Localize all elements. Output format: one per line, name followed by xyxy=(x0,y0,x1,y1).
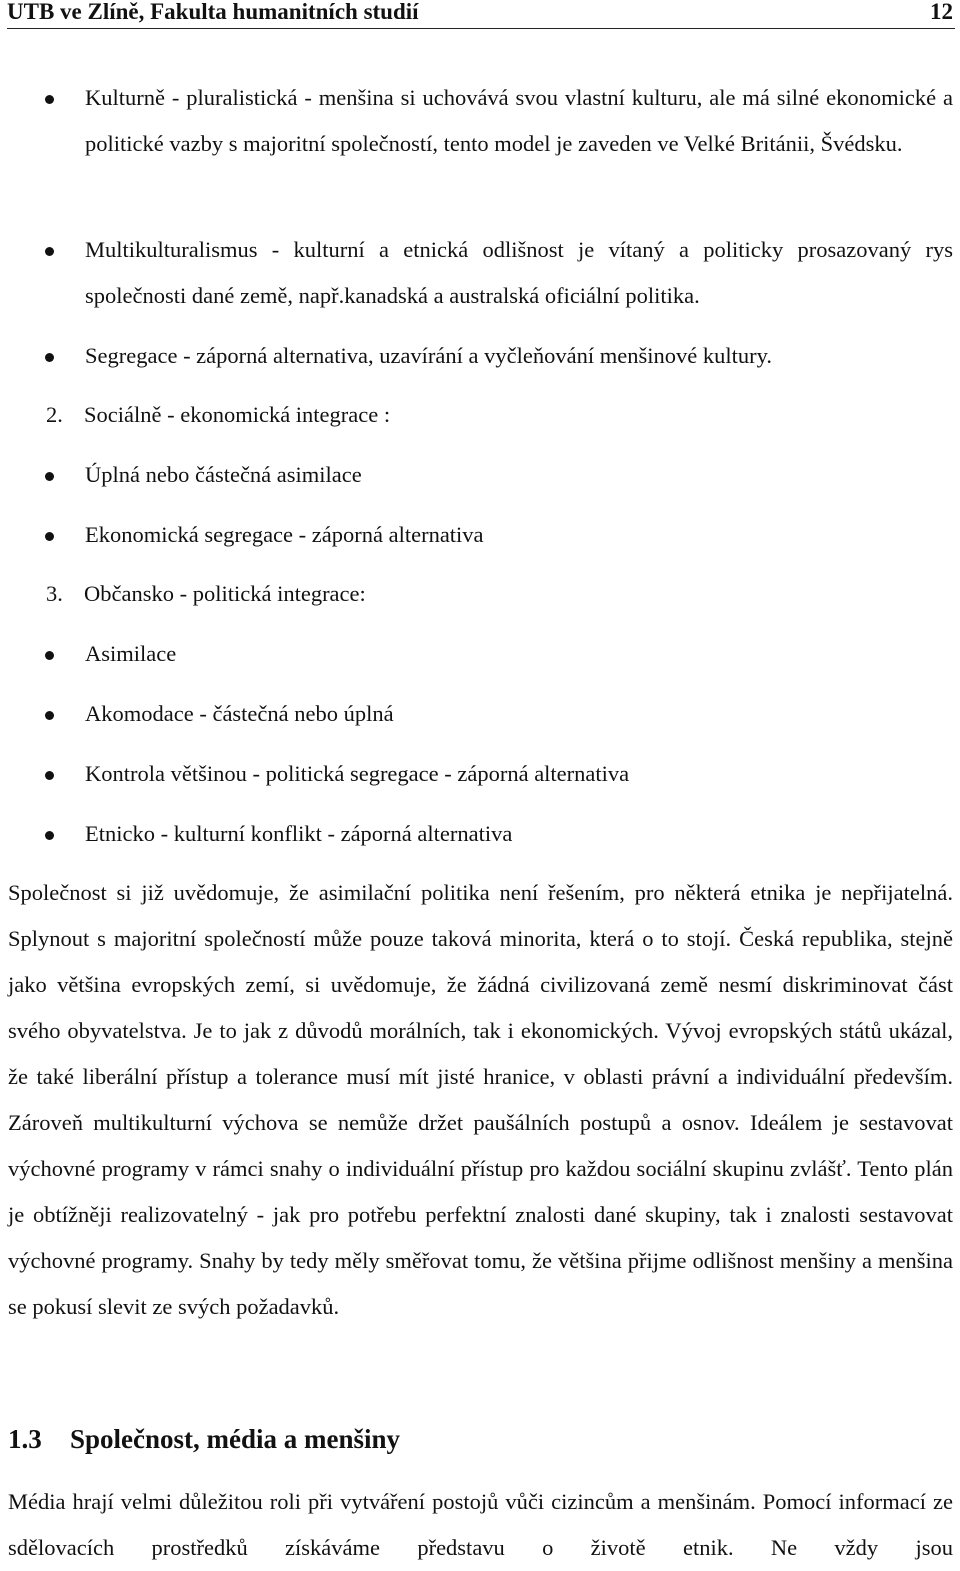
section-2-number: 2. xyxy=(46,402,63,427)
section-3-heading xyxy=(46,571,366,617)
section-2-title: Sociálně - ekonomická integrace : xyxy=(84,402,391,427)
bullet-icon xyxy=(45,831,54,840)
list-item-text: Etnicko - kulturní konflikt - záporná alternativa xyxy=(85,821,513,846)
body-paragraph: Média hrají velmi důležitou roli při vytváření postojů vůči cizincům a menšinám. Pomocí informací ze sdělovacích prostředků získáváme představu o životě etnik. Ne vždy jsou xyxy=(8,1489,953,1560)
section-heading-title: Společnost, média a menšiny xyxy=(70,1424,401,1454)
list-item-text: Kulturně - pluralistická - menšina si uchovává svou vlastní kulturu, ale má silné ekonomické a politické vazby s majoritní společností, tento model je zaveden ve Velké Británii, Švédsku. xyxy=(85,85,953,156)
page-header xyxy=(7,0,955,29)
list-item-text: Kontrola většinou - politická segregace - záporná alternativa xyxy=(85,761,630,786)
section-2-heading xyxy=(46,392,390,438)
list-item-text: Asimilace xyxy=(85,641,177,666)
bullet-icon xyxy=(45,651,54,660)
section-heading-number: 1.3 xyxy=(8,1424,42,1454)
list-item-text: Multikulturalismus - kulturní a etnická odlišnost je vítaný a politicky prosazovaný rys společnosti dané země, např.kanadská a australská oficiální politika. xyxy=(85,237,953,308)
list-item-text: Segregace - záporná alternativa, uzavírání a vyčleňování menšinové kultury. xyxy=(85,343,772,368)
bullet-icon xyxy=(45,95,54,104)
section-3-number: 3. xyxy=(46,581,63,606)
list-item-text: Akomodace - částečná nebo úplná xyxy=(85,701,394,726)
bullet-icon xyxy=(45,532,54,541)
list-item-text: Úplná nebo částečná asimilace xyxy=(85,462,362,487)
bullet-icon xyxy=(45,771,54,780)
bullet-icon xyxy=(45,711,54,720)
section-3-title: Občansko - politická integrace: xyxy=(84,581,366,606)
bullet-icon xyxy=(45,472,54,481)
section-heading xyxy=(8,1419,400,1459)
list-item-text: Ekonomická segregace - záporná alternativa xyxy=(85,522,484,547)
body-paragraph: Společnost si již uvědomuje, že asimilační politika není řešením, pro některá etnika je nepřijatelná. Splynout s majoritní společností může pouze taková minorita, která o to stojí. Česká republika, stejně jako většina evropských zemí, si uvědomuje, že žádná civilizovaná země nesmí diskriminovat část svého obyvatelstva. Je to jak z důvodů morálních, tak i ekonomických. Vývoj evropských států ukázal, že také liberální přístup a tolerance musí mít jisté hranice, v oblasti právní a individuální především. Zároveň multikulturní výchova se nemůže držet paušálních postupů a osnov. Ideálem je sestavovat výchovné programy v rámci snahy o individuální přístup pro každou sociální skupinu zvlášť. Tento plán je obtížněji realizovatelný - jak pro potřebu perfektní znalosti dané skupiny, tak i znalosti sestavovat výchovné programy. Snahy by tedy měly směřovat tomu, že většina přijme odlišnost menšiny a menšina se pokusí slevit ze svých požadavků. xyxy=(8,880,953,1319)
page-number: 12 xyxy=(930,0,953,24)
bullet-icon xyxy=(45,247,54,256)
bullet-icon xyxy=(45,353,54,362)
header-title: UTB ve Zlíně, Fakulta humanitních studií xyxy=(7,0,419,24)
